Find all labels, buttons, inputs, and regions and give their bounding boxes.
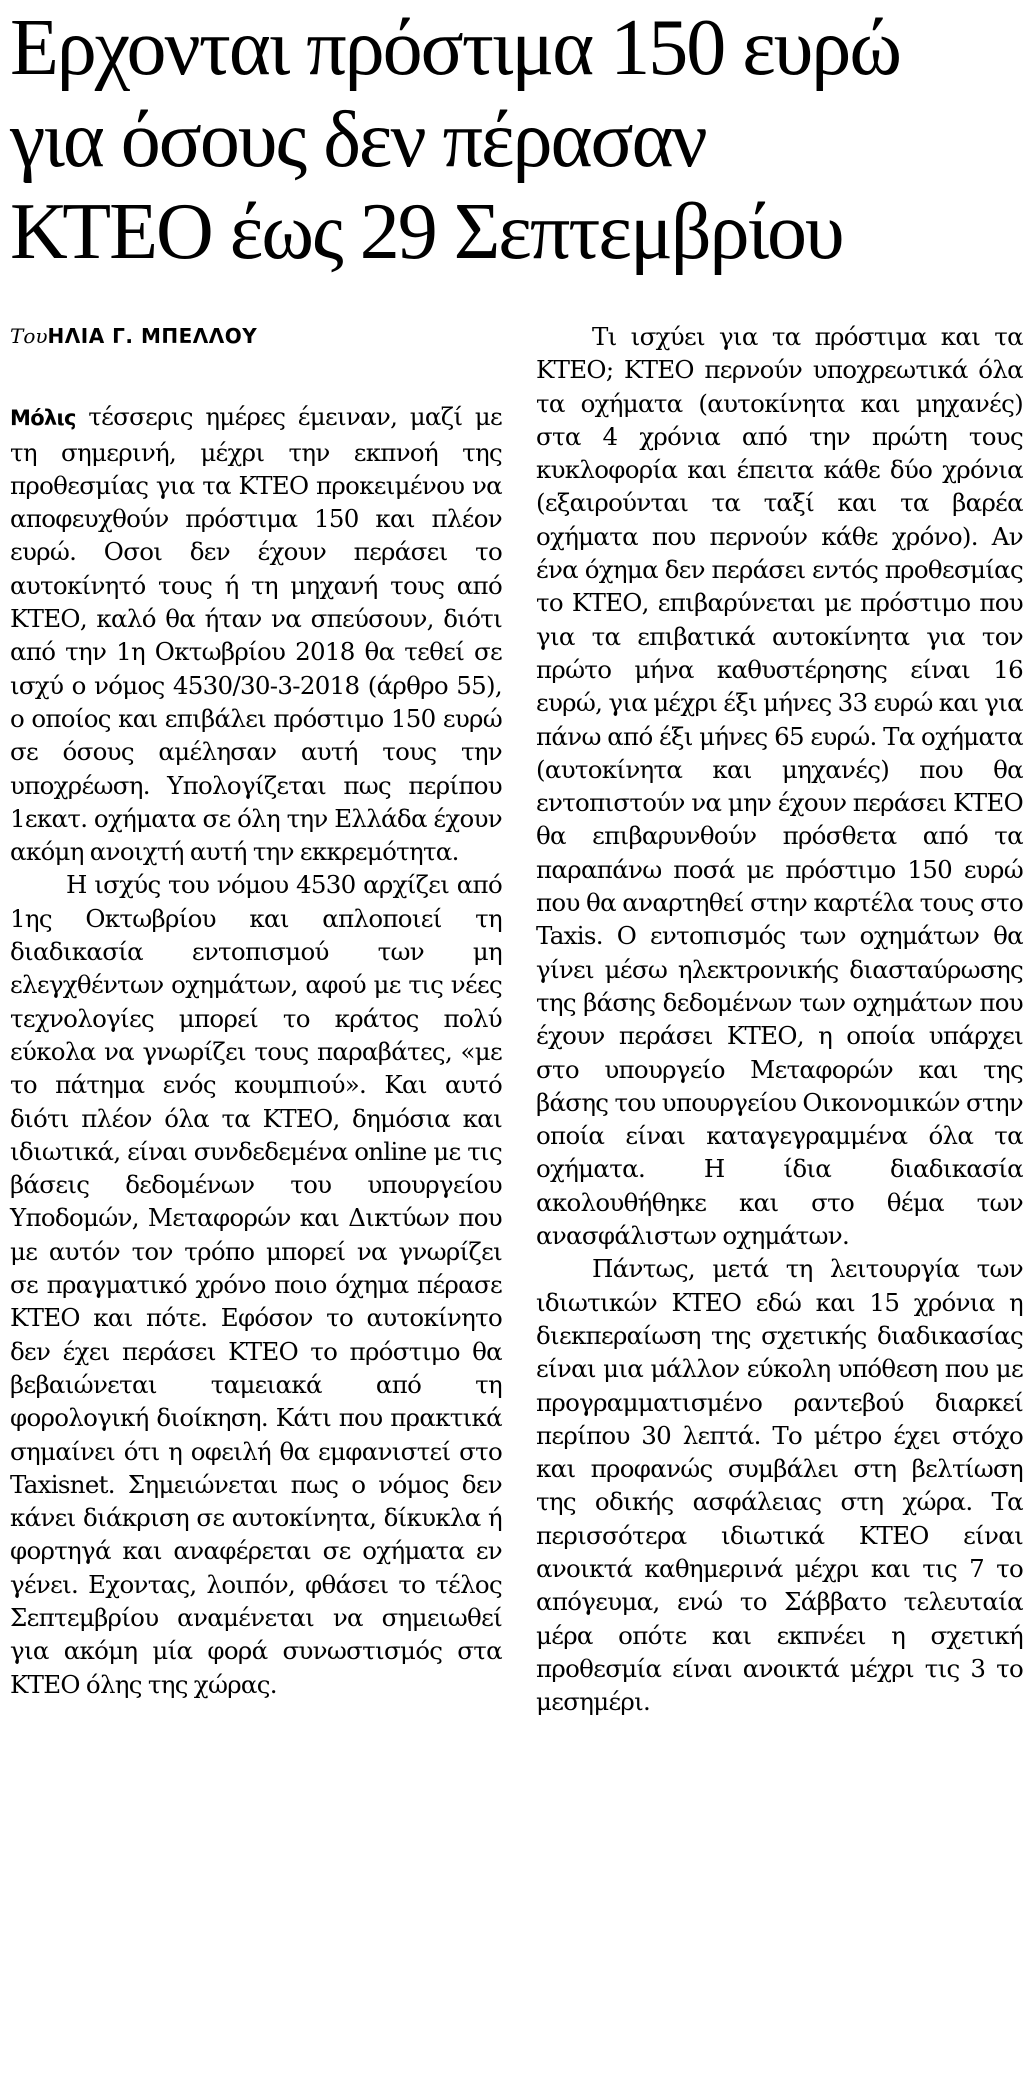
article-paragraph-2: Η ισχύς του νόμου 4530 αρχίζει από 1ης Οκτωβρίου και απλοποιεί τη διαδικασία εντοπισμού των μη ελεγχθέντων οχημάτων, αφού με τις νέες τεχνολογίες μπορεί το κράτος πολύ εύκολα να γνωρίζει τους παραβάτες, «με το πάτημα ενός κουμπιού». Και αυτό διότι πλέον όλα τα ΚΤΕΟ, δημόσια και ιδιωτικά, είναι συνδεδεμένα online με τις βάσεις δεδομένων του υπουργείου Υποδομών, Μεταφορών και Δικτύων που με αυτόν τον τρόπο μπορεί να γνωρίζει σε πραγματικό χρόνο ποιο όχημα πέρασε ΚΤΕΟ και πότε. Εφόσον το αυτοκίνητο δεν έχει περάσει ΚΤΕΟ το πρόστιμο θα βεβαιώνεται ταμειακά από τη φορολογική διοίκηση. Κάτι που πρακτικά σημαίνει ότι η οφειλή θα εμφανιστεί στο Taxisnet. Σημειώνεται πως ο νόμος δεν κάνει διάκριση σε αυτοκίνητα, δίκυκλα ή φορτηγά και αναφέρεται σε οχήματα εν γένει. Εχοντας, λοιπόν, φθάσει το τέλος Σεπτεμβρίου αναμένεται να σημειωθεί για ακόμη μία φορά συνωστισμός στα ΚΤΕΟ όλης της χώρας. [10, 870, 502, 1699]
paragraph-1-text: τέσσερις ημέρες έμειναν, μαζί με τη σημερινή, μέχρι την εκπνοή της προθεσμίας για τα ΚΤΕΟ προκειμένου να αποφευχθούν πρόστιμα 150 και πλέον ευρώ. Οσοι δεν έχουν περάσει το αυτοκίνητό τους ή τη μηχανή τους από ΚΤΕΟ, καλό θα ήταν να σπεύσουν, διότι από την 1η Οκτωβρίου 2018 θα τεθεί σε ισχύ ο νόμος 4530/30-3-2018 (άρθρο 55), ο οποίος και επιβάλει πρόστιμο 150 ευρώ σε όσους αμέλησαν αυτή τους την υποχρέωση. Υπολογίζεται πως περίπου 1εκατ. οχήματα σε όλη την Ελλάδα έχουν ακόμη ανοιχτή αυτή την εκκρεμότητα. [10, 402, 503, 867]
headline-line-1: Ερχονται πρόστιμα 150 ευρώ [10, 4, 900, 92]
byline [10, 320, 502, 353]
article-column-right [536, 320, 1023, 1718]
paragraph-lead-word: Μόλις [10, 406, 76, 431]
article-paragraph-1 [10, 400, 502, 868]
headline-line-3: ΚΤΕΟ έως 29 Σεπτεμβρίου [10, 188, 843, 276]
article-column-left [10, 320, 502, 1701]
byline-author: ΗΛΙΑ Γ. ΜΠΕΛΛΟΥ [47, 324, 258, 348]
article-paragraph-3: Τι ισχύει για τα πρόστιμα και τα ΚΤΕΟ; ΚΤΕΟ περνούν υποχρεωτικά όλα τα οχήματα (αυτοκίνητα και μηχανές) στα 4 χρόνια από την πρώτη τους κυκλοφορία και έπειτα κάθε δύο χρόνια (εξαιρούνται τα ταξί και τα βαρέα οχήματα που περνούν κάθε χρόνο). Αν ένα όχημα δεν περάσει εντός προθεσμίας το ΚΤΕΟ, επιβαρύνεται με πρόστιμο που για τα επιβατικά αυτοκίνητα για τον πρώτο μήνα καθυστέρησης είναι 16 ευρώ, για μέχρι έξι μήνες 33 ευρώ και για πάνω από έξι μήνες 65 ευρώ. Τα οχήματα (αυτοκίνητα και μηχανές) που θα εντοπιστούν να μην έχουν περάσει ΚΤΕΟ θα επιβαρυνθούν πρόσθετα από τα παραπάνω ποσά με πρόστιμο 150 ευρώ που θα αναρτηθεί στην καρτέλα τους στο Taxis. Ο εντοπισμός των οχημάτων θα γίνει μέσω ηλεκτρονικής διασταύρωσης της βάσης δεδομένων των οχημάτων που έχουν περάσει ΚΤΕΟ, η οποία υπάρχει στο υπουργείο Μεταφορών και της βάσης του υπουργείου Οικονομικών στην οποία είναι καταγεγραμμένα όλα τα οχήματα. Η ίδια διαδικασία ακολουθήθηκε και στο θέμα των ανασφάλιστων οχημάτων. [536, 322, 1023, 1251]
headline-line-2: για όσους δεν πέρασαν [10, 96, 706, 184]
article-paragraph-4: Πάντως, μετά τη λειτουργία των ιδιωτικών ΚΤΕΟ εδώ και 15 χρόνια η διεκπεραίωση της σχετικής διαδικασίας είναι μια μάλλον εύκολη υπόθεση που με προγραμματισμένο ραντεβού διαρκεί περίπου 30 λεπτά. Το μέτρο έχει στόχο και προφανώς συμβάλει στη βελτίωση της οδικής ασφάλειας στη χώρα. Τα περισσότερα ιδιωτικά ΚΤΕΟ είναι ανοικτά καθημερινά μέχρι και τις 7 το απόγευμα, ενώ το Σάββατο τελευταία μέρα οπότε και εκπνέει η σχετική προθεσμία είναι ανοικτά μέχρι τις 3 το μεσημέρι. [536, 1254, 1023, 1717]
byline-prefix: Του [10, 324, 48, 348]
article-headline [10, 2, 1014, 278]
